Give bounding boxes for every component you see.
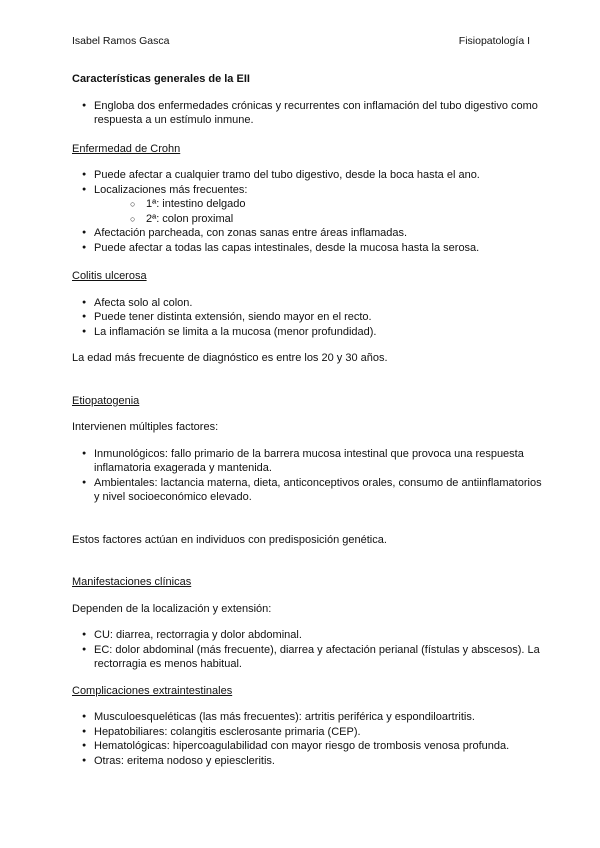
manif-intro: Dependen de la localización y extensión: bbox=[72, 602, 272, 615]
section-title-colitis: Colitis ulcerosa bbox=[72, 270, 147, 282]
section-title-etio: Etiopatogenia bbox=[72, 394, 140, 407]
section-title-manif: Manifestaciones clínicas bbox=[72, 576, 192, 588]
list-item: ● Ambientales: lactancia materna, dieta, anticonceptivos orales, consumo de antiinflamatorios y nivel socioeconómico elevado. bbox=[72, 476, 542, 505]
list-item: ● Otras: eritema nodoso y epiescleritis. bbox=[72, 754, 542, 769]
list-item: ● Puede afectar a cualquier tramo del tubo digestivo, desde la boca hasta el ano. bbox=[72, 168, 542, 183]
crohn-list-cont bbox=[72, 226, 542, 255]
list-item: ● Afectación parcheada, con zonas sanas entre áreas inflamadas. bbox=[72, 226, 542, 241]
sublist-item: ○ 2ª: colon proximal bbox=[72, 212, 542, 227]
list-item: ● Engloba dos enfermedades crónicas y recurrentes con inflamación del tubo digestivo como respuesta a un estímulo inmune. bbox=[72, 99, 542, 128]
etio-note: Estos factores actúan en individuos con predisposición genética. bbox=[72, 533, 387, 546]
compl-list bbox=[72, 710, 542, 768]
colitis-note: La edad más frecuente de diagnóstico es entre los 20 y 30 años. bbox=[72, 352, 388, 364]
list-item: ● Musculoesqueléticas (las más frecuentes): artritis periférica y espondiloartritis. bbox=[72, 710, 542, 725]
etio-list bbox=[72, 447, 542, 505]
section-title-crohn: Enfermedad de Crohn bbox=[72, 142, 181, 155]
list-item: ● Inmunológicos: fallo primario de la barrera mucosa intestinal que provoca una respuesta inflamatoria exagerada y mantenida. bbox=[72, 447, 542, 476]
list-item: ● La inflamación se limita a la mucosa (menor profundidad). bbox=[72, 325, 542, 340]
general-list bbox=[72, 99, 542, 128]
colitis-list bbox=[72, 296, 542, 340]
crohn-sublist bbox=[72, 197, 542, 226]
subject-name: Fisiopatología I bbox=[458, 35, 530, 47]
author-name: Isabel Ramos Gasca bbox=[72, 35, 170, 47]
page-header bbox=[72, 35, 530, 49]
document-body bbox=[72, 72, 542, 768]
list-item: ● Puede tener distinta extensión, siendo mayor en el recto. bbox=[72, 310, 542, 325]
list-item: ● CU: diarrea, rectorragia y dolor abdominal. bbox=[72, 628, 542, 643]
sublist-item: ○ 1ª: intestino delgado bbox=[72, 197, 542, 212]
etio-intro: Intervienen múltiples factores: bbox=[72, 421, 219, 433]
crohn-list bbox=[72, 168, 542, 197]
manif-list bbox=[72, 628, 542, 672]
section-title-compl: Complicaciones extraintestinales bbox=[72, 684, 233, 697]
list-item: ● Puede afectar a todas las capas intestinales, desde la mucosa hasta la serosa. bbox=[72, 241, 542, 256]
list-item: ● Localizaciones más frecuentes: bbox=[72, 183, 542, 198]
list-item: ● EC: dolor abdominal (más frecuente), diarrea y afectación perianal (fístulas y abscesos). La rectorragia es menos habitual. bbox=[72, 643, 542, 672]
section-title-general: Características generales de la EII bbox=[72, 73, 250, 85]
list-item: ● Afecta solo al colon. bbox=[72, 296, 542, 311]
list-item: ● Hepatobiliares: colangitis esclerosante primaria (CEP). bbox=[72, 725, 542, 740]
list-item: ● Hematológicas: hipercoagulabilidad con mayor riesgo de trombosis venosa profunda. bbox=[72, 739, 542, 754]
